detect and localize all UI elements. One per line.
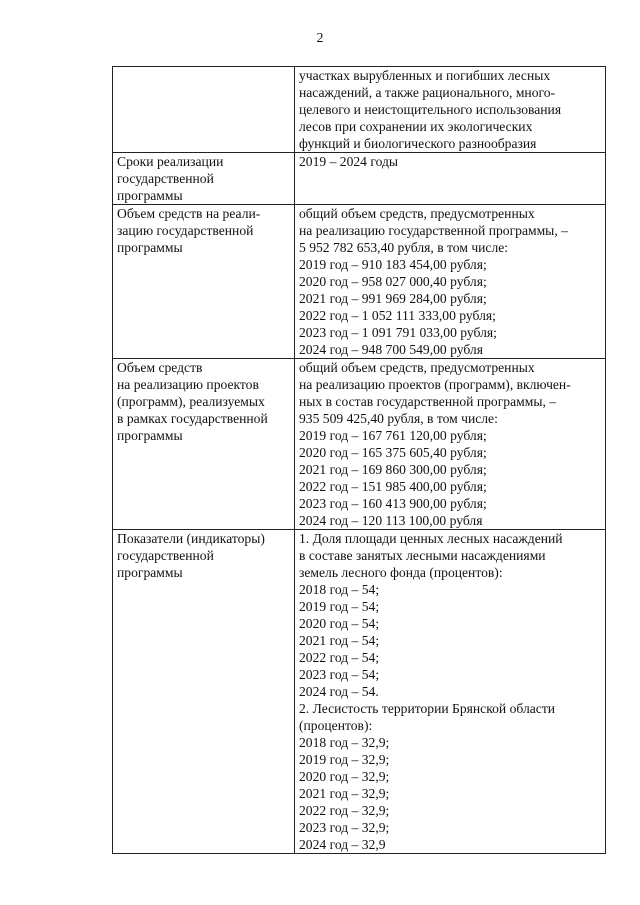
value-line: в составе занятых лесными насаждениями (299, 548, 546, 563)
value-line: 2024 год – 120 113 100,00 рубля (299, 513, 483, 528)
value-line: 2019 год – 910 183 454,00 рубля; (299, 257, 487, 272)
row-label-cell (113, 530, 295, 854)
value-line: 2023 год – 160 413 900,00 рубля; (299, 496, 487, 511)
page-number: 2 (316, 31, 324, 46)
value-line: 2020 год – 958 027 000,40 рубля; (299, 274, 487, 289)
value-line: 2022 год – 32,9; (299, 803, 390, 818)
value-line: 2020 год – 32,9; (299, 769, 390, 784)
label-line: на реализацию проектов (117, 377, 259, 392)
table-row (113, 153, 606, 205)
value-line: 2018 год – 54; (299, 582, 380, 597)
value-line: насаждений, а также рационального, много- (299, 85, 556, 100)
label-line: государственной (117, 548, 214, 563)
value-line: 2020 год – 54; (299, 616, 380, 631)
row-label-cell (113, 205, 295, 359)
value-line: 2019 – 2024 годы (299, 154, 399, 169)
row-label-cell (113, 153, 295, 205)
value-line: 2. Лесистость территории Брянской области (299, 701, 556, 716)
table-row (113, 67, 606, 153)
value-line: 2023 год – 32,9; (299, 820, 390, 835)
value-line: 2024 год – 54. (299, 684, 379, 699)
value-line: целевого и неистощительного использования (299, 102, 562, 117)
value-line: участках вырубленных и погибших лесных (299, 68, 551, 83)
value-line: 2024 год – 32,9 (299, 837, 386, 852)
value-line: (процентов): (299, 718, 373, 733)
value-line: 2018 год – 32,9; (299, 735, 390, 750)
value-line: общий объем средств, предусмотренных (299, 206, 535, 221)
label-line: программы (117, 188, 183, 203)
value-line: 2022 год – 54; (299, 650, 380, 665)
value-line: 2023 год – 54; (299, 667, 380, 682)
label-line: Объем средств на реали- (117, 206, 261, 221)
value-line: земель лесного фонда (процентов): (299, 565, 503, 580)
program-passport-table (112, 66, 606, 854)
value-line: функций и биологического разнообразия (299, 136, 537, 151)
value-line: 2019 год – 54; (299, 599, 380, 614)
value-line: 5 952 782 653,40 рубля, в том числе: (299, 240, 509, 255)
value-line: общий объем средств, предусмотренных (299, 360, 535, 375)
value-line: ных в состав государственной программы, – (299, 394, 557, 409)
value-line: 2019 год – 32,9; (299, 752, 390, 767)
label-line: в рамках государственной (117, 411, 268, 426)
value-line: 2021 год – 991 969 284,00 рубля; (299, 291, 487, 306)
row-label-cell (113, 67, 295, 153)
value-line: лесов при сохранении их экологических (299, 119, 533, 134)
row-value-cell (295, 153, 606, 205)
label-line: государственной (117, 171, 214, 186)
label-line: программы (117, 428, 183, 443)
row-value-cell (295, 359, 606, 530)
label-line: Показатели (индикаторы) (117, 531, 265, 546)
row-label-cell (113, 359, 295, 530)
label-line: программы (117, 565, 183, 580)
label-line: (программ), реализуемых (117, 394, 265, 409)
label-line: Объем средств (117, 360, 203, 375)
value-line: 2021 год – 169 860 300,00 рубля; (299, 462, 487, 477)
value-line: 2024 год – 948 700 549,00 рубля (299, 342, 483, 357)
row-value-cell (295, 205, 606, 359)
value-line: 1. Доля площади ценных лесных насаждений (299, 531, 563, 546)
table-row (113, 205, 606, 359)
table-row (113, 530, 606, 854)
row-value-cell (295, 67, 606, 153)
value-line: 2022 год – 1 052 111 333,00 рубля; (299, 308, 496, 323)
label-line: программы (117, 240, 183, 255)
value-line: 2020 год – 165 375 605,40 рубля; (299, 445, 487, 460)
value-line: 2021 год – 32,9; (299, 786, 390, 801)
value-line: на реализацию государственной программы, – (299, 223, 568, 238)
label-line: Сроки реализации (117, 154, 224, 169)
value-line: 2021 год – 54; (299, 633, 380, 648)
value-line: 2022 год – 151 985 400,00 рубля; (299, 479, 487, 494)
passport-table-body (113, 67, 606, 854)
value-line: 935 509 425,40 рубля, в том числе: (299, 411, 498, 426)
value-line: 2023 год – 1 091 791 033,00 рубля; (299, 325, 497, 340)
table-row (113, 359, 606, 530)
value-line: на реализацию проектов (программ), включен- (299, 377, 571, 392)
value-line: 2019 год – 167 761 120,00 рубля; (299, 428, 487, 443)
label-line: зацию государственной (117, 223, 254, 238)
row-value-cell (295, 530, 606, 854)
